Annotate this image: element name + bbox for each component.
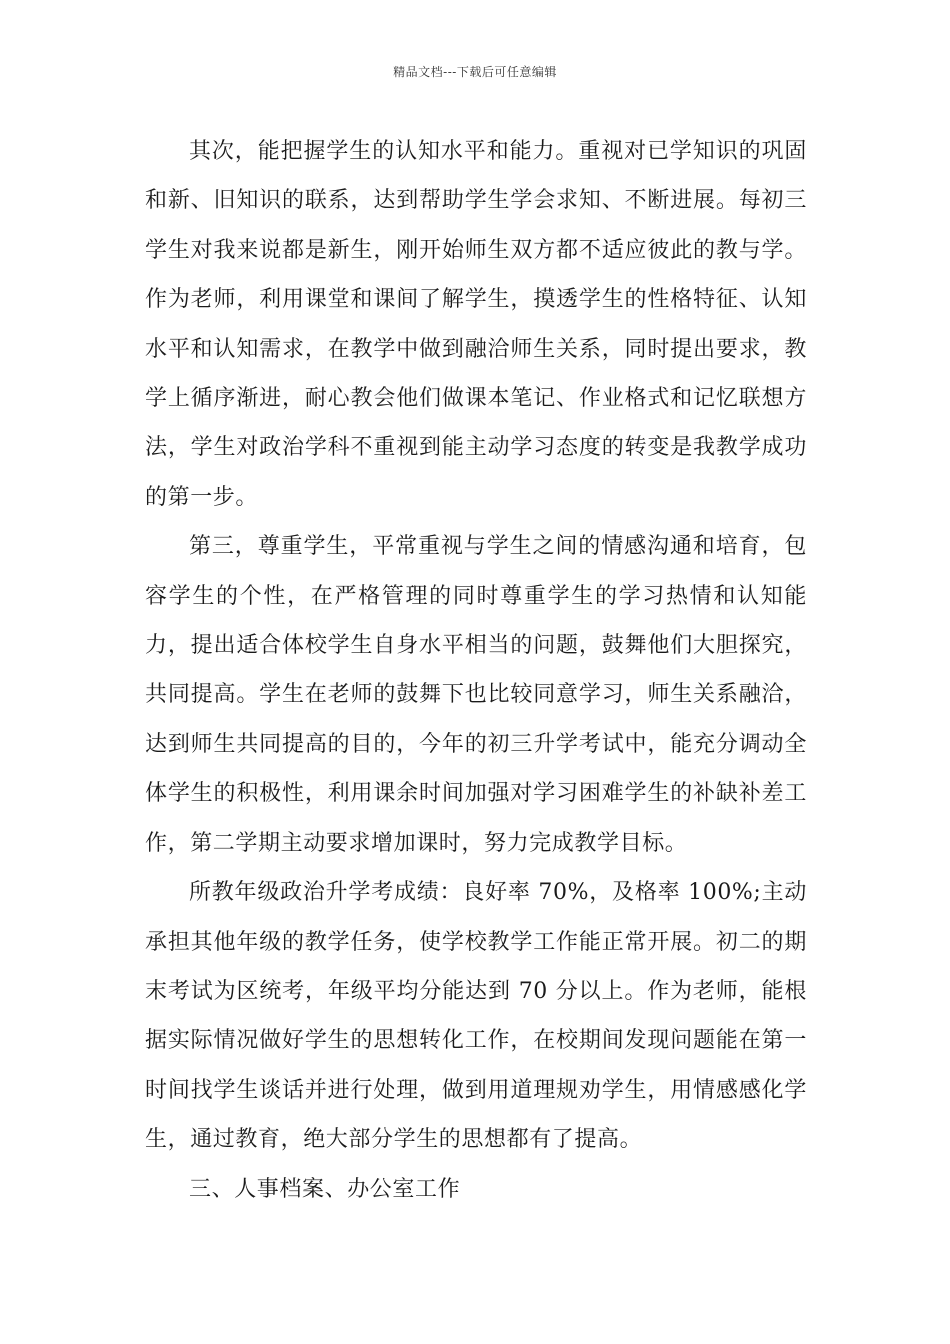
paragraph-respect-students: 第三，尊重学生，平常重视与学生之间的情感沟通和培育，包容学生的个性，在严格管理的同时尊重学生的学习热情和认知能力，提出适合体校学生自身水平相当的问题，鼓舞他们大胆探究，共同提高。学生在老师的鼓舞下也比较同意学习，师生关系融洽，达到师生共同提高的目的，今年的初三升学考试中，能充分调动全体学生的积极性，利用课余时间加强对学习困难学生的补缺补差工作，第二学期主动要求增加课时，努力完成教学目标。 xyxy=(145,534,807,856)
paragraph-cognitive-level: 其次，能把握学生的认知水平和能力。重视对已学知识的巩固和新、旧知识的联系，达到帮助学生学会求知、不断进展。每初三学生对我来说都是新生，刚开始师生双方都不适应彼此的教与学。作为老师，利用课堂和课间了解学生，摸透学生的性格特征、认知水平和认知需求，在教学中做到融洽师生关系，同时提出要求，教学上循序渐进，耐心教会他们做课本笔记、作业格式和记忆联想方法，学生对政治学科不重视到能主动学习态度的转变是我教学成功的第一步。 xyxy=(145,139,807,510)
paragraph-exam-results: 所教年级政治升学考成绩：良好率 70%，及格率 100%;主动承担其他年级的教学任务，使学校教学工作能正常开展。初二的期末考试为区统考，年级平均分能达到 70 分以上。作为老师，能根据实际情况做好学生的思想转化工作，在校期间发现问题能在第一时间找学生谈话并进行处理，做到用道理规劝学生，用情感感化学生，通过教育，绝大部分学生的思想都有了提高。 xyxy=(145,880,807,1153)
page-header: 精品文档---下载后可任意编辑 xyxy=(393,65,557,79)
section-heading-personnel: 三、人事档案、办公室工作 xyxy=(189,1176,461,1202)
document-body xyxy=(145,127,807,1214)
